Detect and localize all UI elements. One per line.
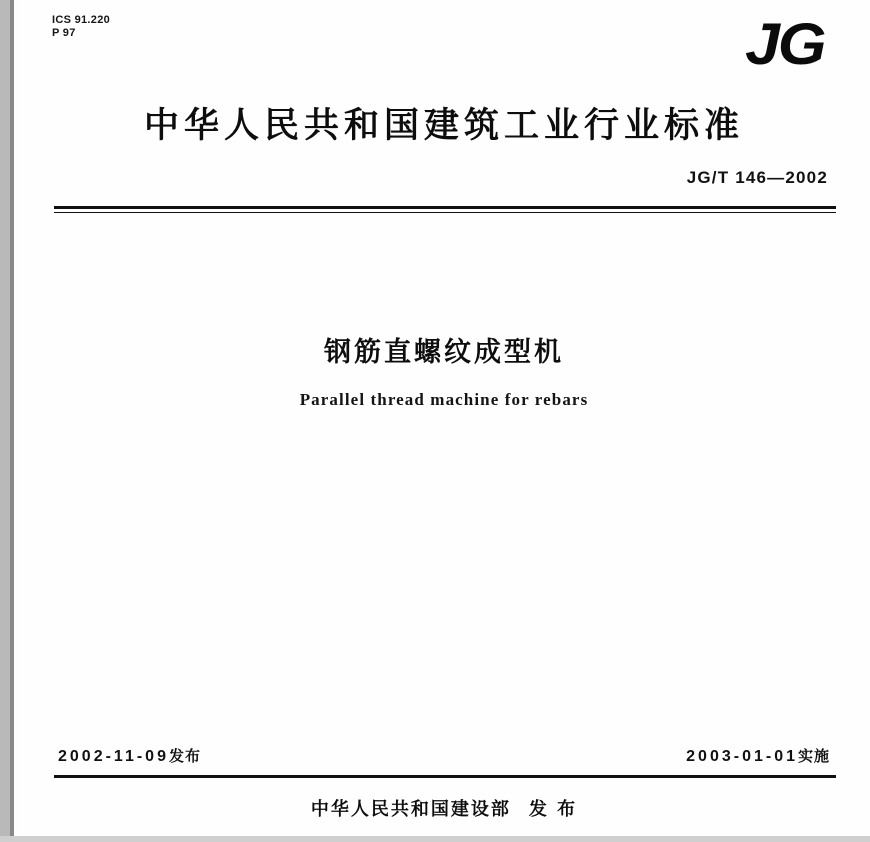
ics-line-1: ICS 91.220 bbox=[52, 14, 111, 26]
scan-edge-bottom bbox=[0, 836, 870, 842]
footer-rule bbox=[54, 775, 836, 778]
publisher-line bbox=[18, 795, 870, 821]
header-rule-thin bbox=[54, 212, 836, 213]
ics-classification bbox=[52, 14, 110, 39]
document-title-chinese: 钢筋直螺纹成型机 bbox=[324, 337, 564, 368]
effective-date-suffix: 实施 bbox=[797, 747, 830, 765]
jg-logo: JG bbox=[744, 12, 824, 77]
issue-date-suffix: 发布 bbox=[168, 747, 201, 765]
issue-date bbox=[58, 745, 201, 766]
effective-date-value: 2003-01-01 bbox=[686, 748, 798, 765]
header-rule-thick bbox=[54, 206, 836, 209]
page-sheet bbox=[18, 0, 870, 836]
ics-line-2: P 97 bbox=[52, 26, 76, 39]
page-title: 中华人民共和国建筑工业行业标准 bbox=[143, 106, 744, 146]
standard-number: JG/T 146—2002 bbox=[686, 168, 828, 187]
scan-edge-left bbox=[0, 0, 14, 842]
publisher-name: 中华人民共和国建设部 bbox=[310, 799, 511, 820]
publisher-action: 发 布 bbox=[528, 799, 578, 820]
document-title-english: Parallel thread machine for rebars bbox=[299, 390, 589, 409]
effective-date bbox=[686, 745, 830, 766]
issue-date-value: 2002-11-09 bbox=[58, 748, 169, 765]
